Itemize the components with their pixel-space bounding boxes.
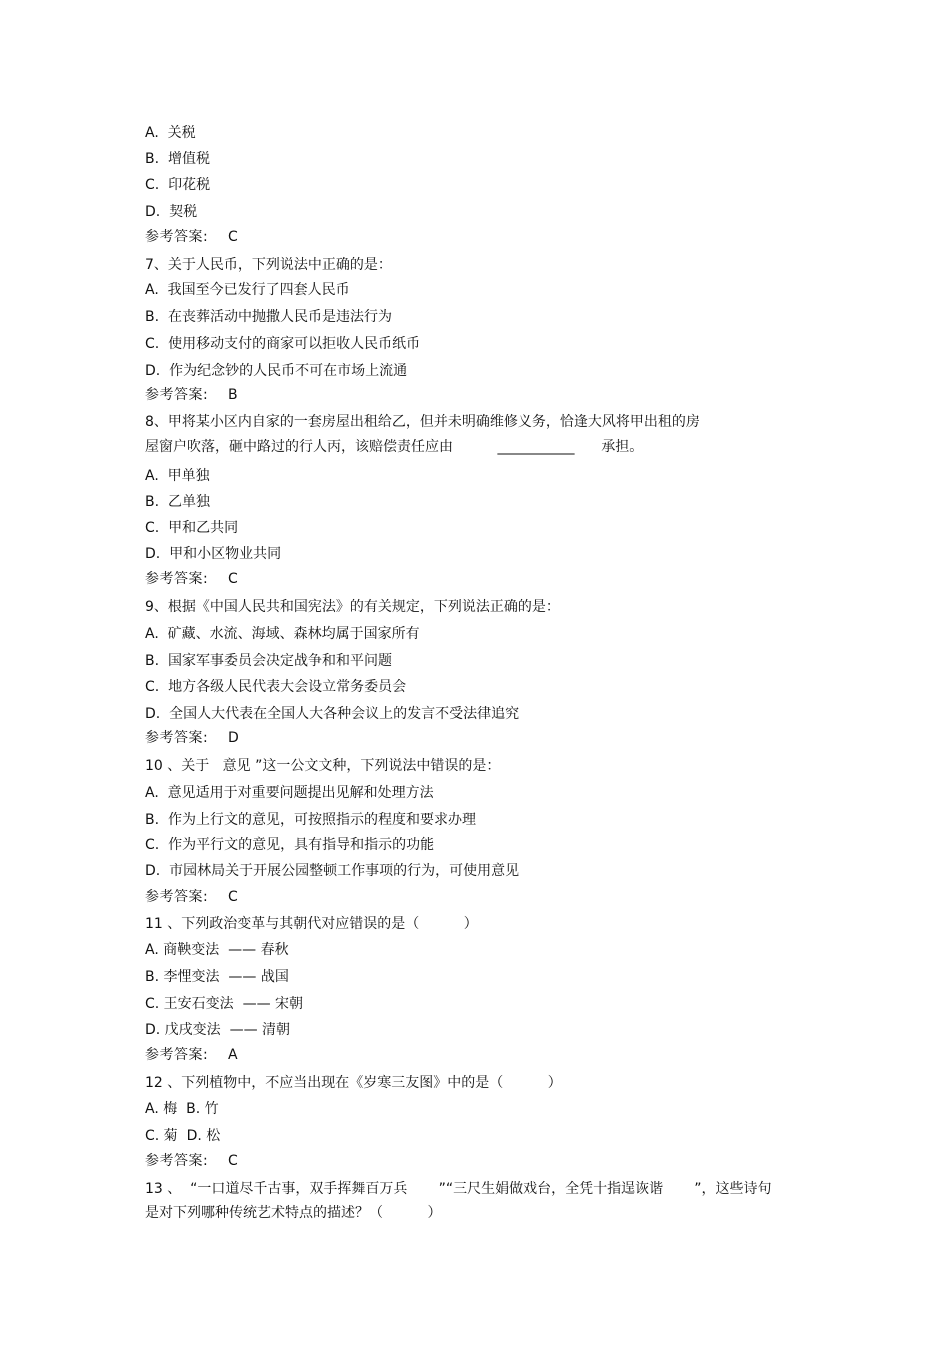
q9-answer: 参考答案: D	[145, 730, 240, 746]
q11-option-a: A. 商鞅变法 —— 春秋	[145, 942, 289, 958]
q8-answer: 参考答案: C	[145, 571, 239, 587]
q13-stem-line2: 是对下列哪种传统艺术特点的描述？（ ）	[145, 1205, 442, 1221]
q9-stem: 9、根据《中国人民共和国宪法》的有关规定，下列说法正确的是：	[145, 599, 560, 615]
q9-option-b: B. 国家军事委员会决定战争和和平问题	[145, 653, 392, 669]
q7-option-d: D. 作为纪念钞的人民币不可在市场上流通	[145, 363, 408, 379]
q7-option-c: C. 使用移动支付的商家可以拒收人民币纸币	[145, 336, 421, 352]
q11-stem: 11 、下列政治变革与其朝代对应错误的是（ ）	[145, 916, 478, 932]
q7-answer: 参考答案: B	[145, 387, 239, 403]
q10-option-a: A. 意见适用于对重要问题提出见解和处理方法	[145, 785, 434, 801]
q11-option-d: D. 戊戌变法 —— 清朝	[145, 1022, 291, 1038]
q6-option-c: C. 印花税	[145, 177, 211, 193]
q9-option-a: A. 矿藏、水流、海域、森林均属于国家所有	[145, 626, 420, 642]
q8-option-a: A. 甲单独	[145, 468, 210, 484]
q7-stem: 7、关于人民币，下列说法中正确的是：	[145, 257, 392, 273]
q8-option-c: C. 甲和乙共同	[145, 520, 239, 536]
q9-option-d: D. 全国人大代表在全国人大各种会议上的发言不受法律追究	[145, 706, 520, 722]
q12-options-ab: A. 梅 B. 竹	[145, 1101, 219, 1117]
q11-option-c: C. 王安石变法 —— 宋朝	[145, 996, 304, 1012]
q10-option-b: B. 作为上行文的意见，可按照指示的程度和要求办理	[145, 812, 476, 828]
q8-stem-line2: 屋窗户吹落，砸中路过的行人丙，该赔偿责任应由 ___________ 承担。	[145, 439, 644, 455]
q13-stem-line1: 13 、 “一口道尽千古事，双手挥舞百万兵 ”“三尺生娟做戏台，全凭十指逞诙谐 ”，这些诗句	[145, 1181, 772, 1197]
q10-option-c: C. 作为平行文的意见，具有指导和指示的功能	[145, 837, 435, 853]
q8-stem-line1: 8、甲将某小区内自家的一套房屋出租给乙，但并未明确维修义务，恰逢大风将甲出租的房	[145, 414, 700, 430]
q8-option-d: D. 甲和小区物业共同	[145, 546, 282, 562]
q11-option-b: B. 李悝变法 —— 战国	[145, 969, 289, 985]
q8-option-b: B. 乙单独	[145, 494, 210, 510]
q12-options-cd: C. 菊 D. 松	[145, 1128, 221, 1144]
q10-answer: 参考答案: C	[145, 889, 239, 905]
q12-answer: 参考答案: C	[145, 1153, 239, 1169]
q9-option-c: C. 地方各级人民代表大会设立常务委员会	[145, 679, 407, 695]
q10-option-d: D. 市园林局关于开展公园整顿工作事项的行为，可使用意见	[145, 863, 520, 879]
q6-answer: 参考答案: C	[145, 229, 239, 245]
q7-option-b: B. 在丧葬活动中抛撒人民币是违法行为	[145, 309, 392, 325]
q6-option-b: B. 增值税	[145, 151, 210, 167]
q10-stem: 10 、关于 意见 ”这一公文文种，下列说法中错误的是：	[145, 758, 501, 774]
q6-option-d: D. 契税	[145, 204, 198, 220]
q7-option-a: A. 我国至今已发行了四套人民币	[145, 282, 350, 298]
q6-option-a: A. 关税	[145, 125, 196, 141]
q12-stem: 12 、下列植物中，不应当出现在《岁寒三友图》中的是（ ）	[145, 1075, 562, 1091]
q11-answer: 参考答案: A	[145, 1047, 239, 1063]
